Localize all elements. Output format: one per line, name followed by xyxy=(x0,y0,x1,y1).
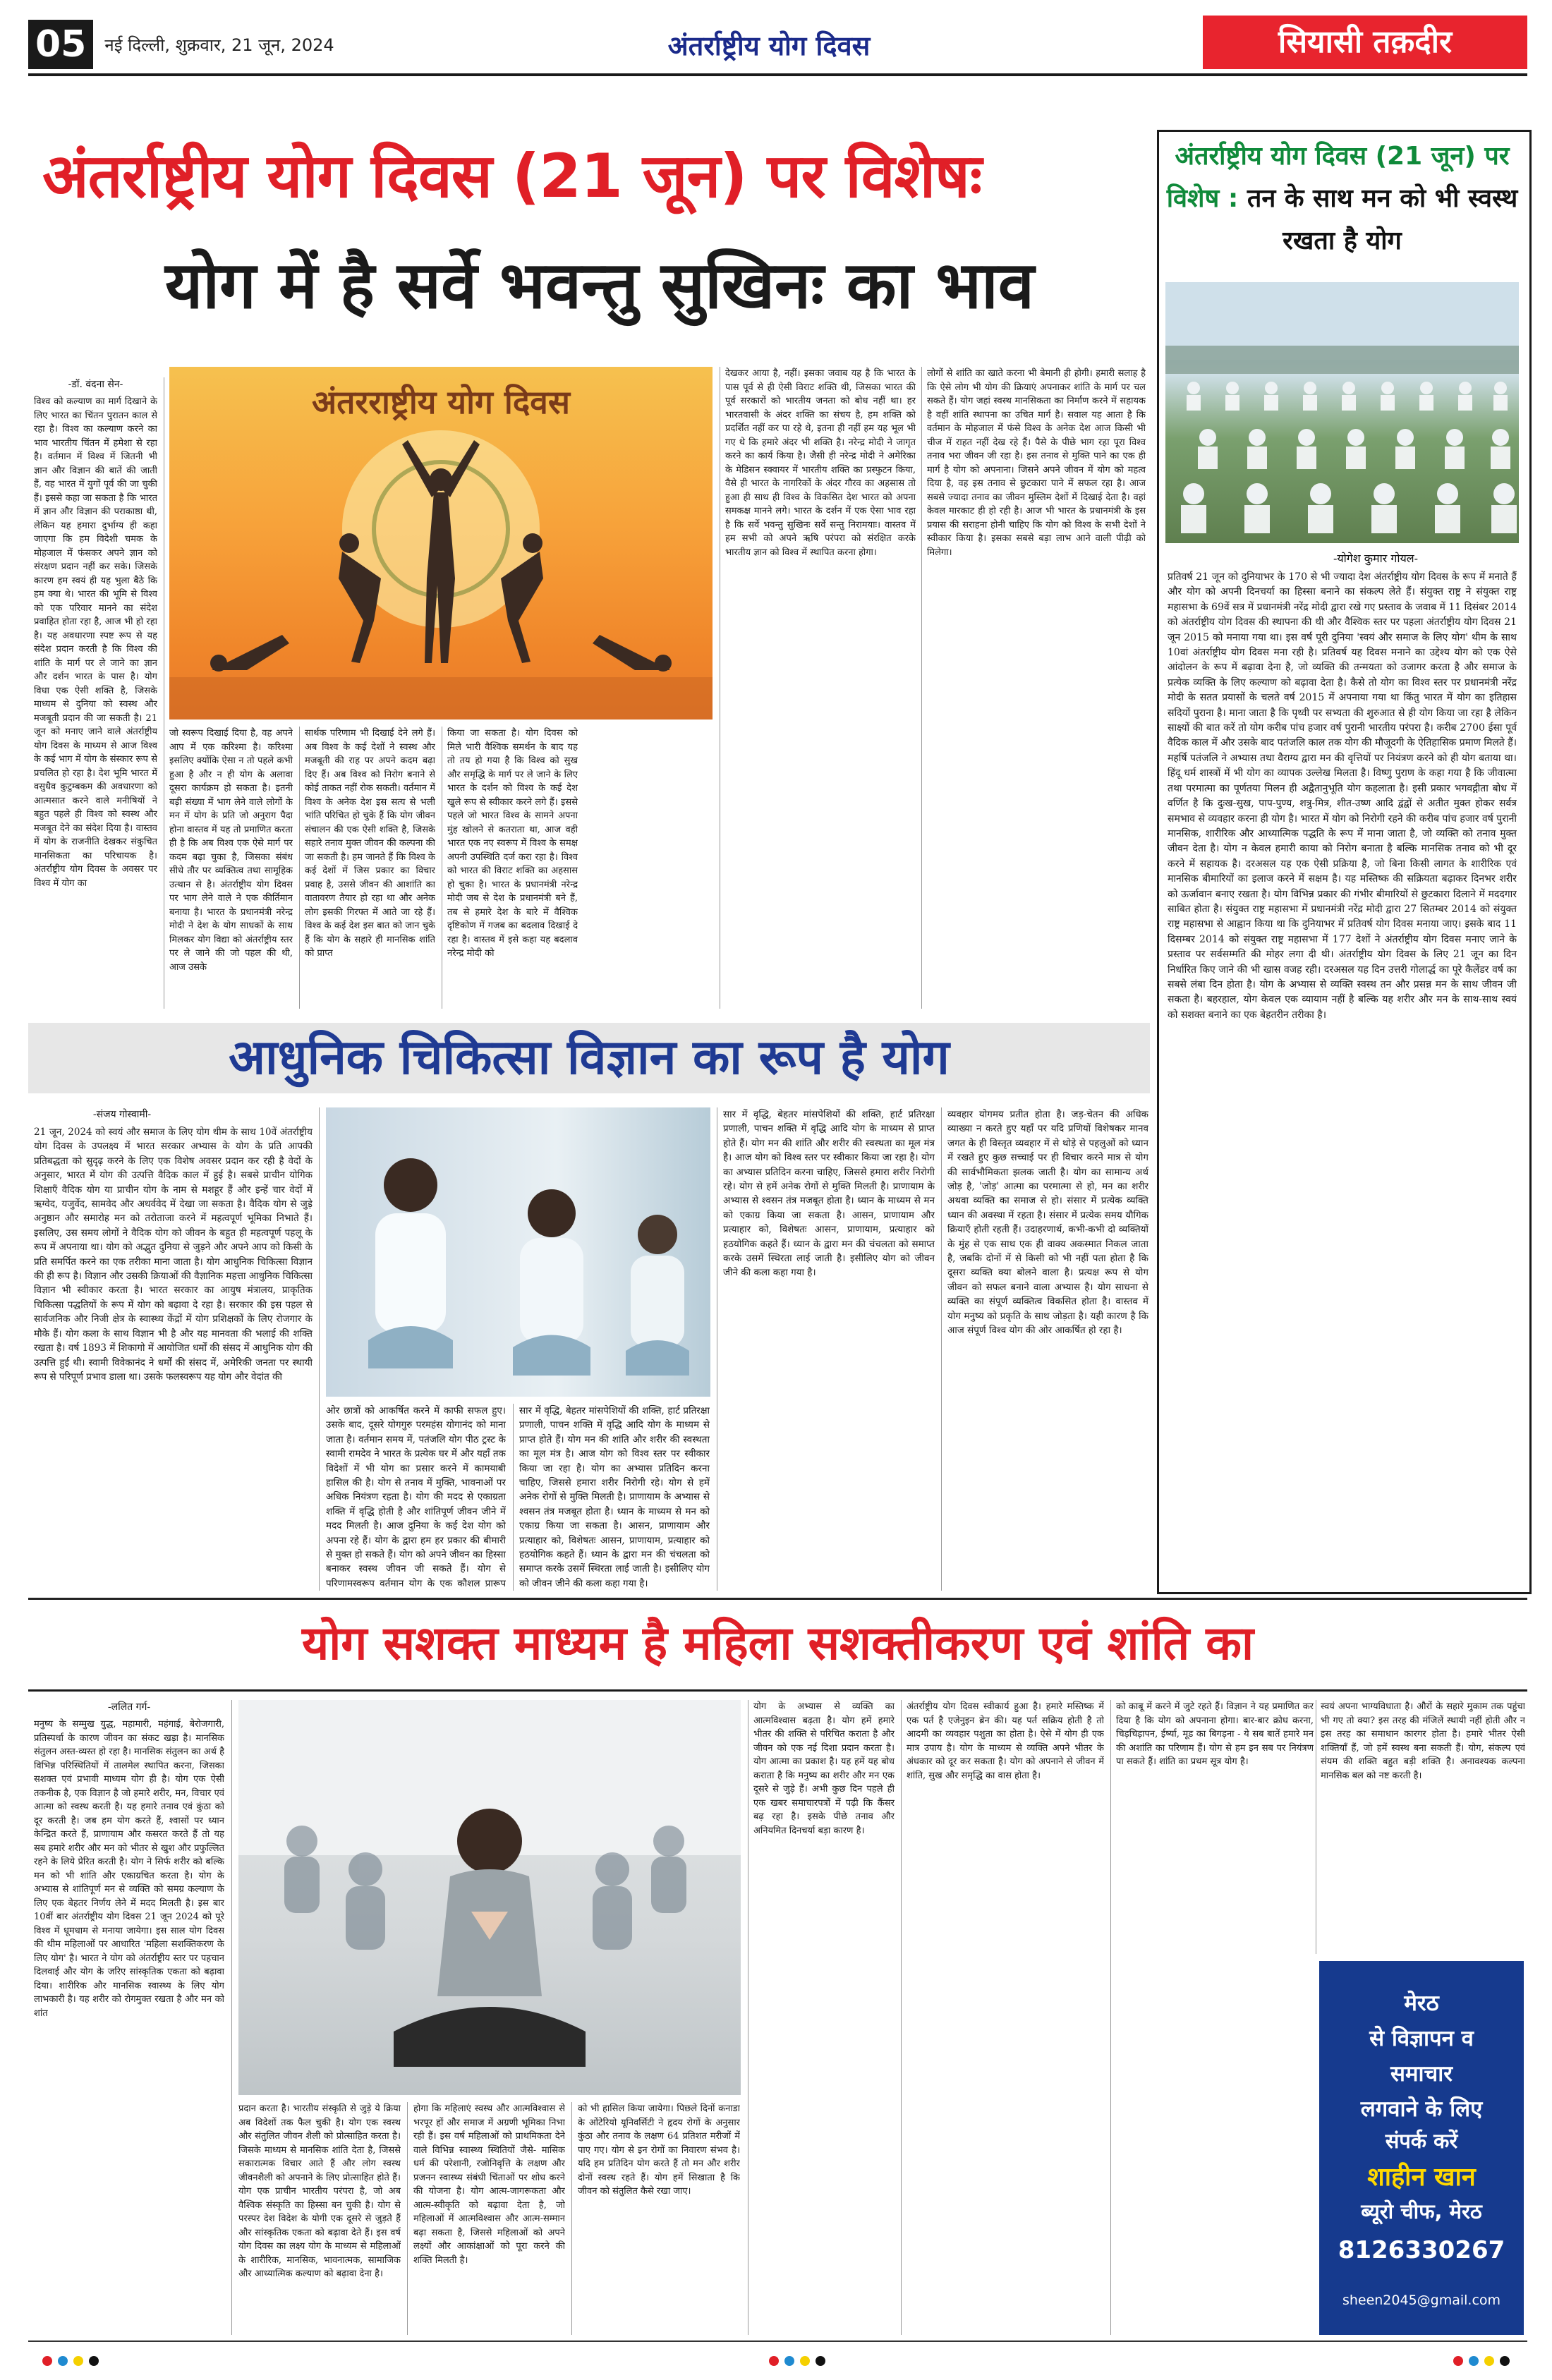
illustration-title: अंतरराष्ट्रीय योग दिवस xyxy=(312,383,570,421)
women-meditation-icon xyxy=(238,1700,741,2095)
article2-column-3: सार में वृद्धि, बेहतर मांसपेशियों की शक्ति, हार्ट प्रतिरक्षा प्रणाली, पाचन शक्ति में वृद्धि आदि योग के माध्यम से प्राप्त होते हैं। योग मन की शांति और शरीर की स्वस्थता का मूल मंत्र है। आज योग को विश्व स्तर पर स्वीकार किया जा रहा है। योग का अभ्यास प्रतिदिन करना चाहिए, जिससे हमारा शरीर निरोगी रहे। योग से हमें अनेक रोगों से मुक्ति मिलती है। प्राणायाम के अभ्यास से श्वसन तंत्र मजबूत होता है। ध्यान के माध्यम से मन को एकाग्र किया जा सकता है। आसन, प्राणायाम और प्रत्याहार को, विशेषतः आसन, प्राणायाम, प्रत्याहार को हठयोगिक कहते हैं। ध्यान के द्वारा मन की चंचलता को समाप्त करके उसमें स्थिरता लाई जाती है। इसीलिए योग को जीवन जीने की कला कहा गया है। xyxy=(519,1405,710,1589)
article3-column-8: स्वयं अपना भाग्यविधाता है। औरों के सहारे मुकाम तक पहुंचा भी गए तो क्या? इस तरह की मंजिलें स्थायी नहीं होती और न इस तरह का समाधान कारगर होता है। हमारे भीतर ऐसी शक्तियाँ हैं, जो हमें स्वस्थ बना सकती हैं। योग, संकल्प एवं संयम की शक्ति बहुत बड़ी शक्ति है। अनावश्यक कल्पना मानसिक बल को नष्ट करती है। xyxy=(1321,1701,1525,1781)
yoga-day-illustration xyxy=(169,367,713,720)
color-registration-dot xyxy=(89,2356,99,2366)
color-registration-dot xyxy=(769,2356,779,2366)
article3-column-1: मनुष्य के सम्मुख युद्ध, महामारी, महंगाई, बेरोजगारी, प्रतिस्पर्धा के कारण जीवन का संकट खड़ा है। मानसिक संतुलन अस्त-व्यस्त हो रहा है। मानसिक संतुलन का अर्थ है विभिन्न परिस्थितियों में तालमेल स्थापित करना, जिसका सशक्त एवं प्रभावी माध्यम योग ही है। योग एक ऐसी तकनीक है, एक विज्ञान है जो हमारे शरीर, मन, विचार एवं आत्मा को स्वस्थ करती है। यह हमारे तनाव एवं कुंठा को दूर करती है। जब हम योग करते हैं, श्वासों पर ध्यान केन्द्रित करते हैं, प्राणायाम और कसरत करते हैं तो यह सब हमारे शरीर और मन को भीतर से खुश और प्रफुल्लित रहने के लिये प्रेरित करती है। योग ने सिर्फ शरीर को बल्कि मन को भी शांति और एकाग्रचित करता है। योग के अभ्यास से शांतिपूर्ण मन से व्यक्ति को समग्र कल्याण के लिए एक बेहतर निर्णय लेने में मदद मिलती है। इस बार 10वीं बार अंतर्राष्ट्रीय योग दिवस 21 जून 2024 को पूरे विश्व में धूमधाम से मनाया जायेगा। इस साल योग दिवस की थीम महिलाओं पर आधारित 'महिला सशक्तिकरण के लिए योग' है। भारत ने योग को अंतर्राष्ट्रीय स्तर पर पहचान दिलवाई और योग के जरिए सांस्कृतिक एकता को बढ़ावा दिया। शारीरिक और मानसिक स्वास्थ्य के लिए योग लाभकारी है। यह शरीर को रोगमुक्त रखता है और मन को शांत xyxy=(34,1719,224,2019)
article3-column-3: होगा कि महिलाएं स्वस्थ और आत्मविश्वास से भरपूर हों और समाज में अग्रणी भूमिका निभा रही हैं। इस वर्ष महिलाओं को प्राथमिकता देने वाले विभिन्न स्वास्थ्य स्थितियों जैसे- मासिक धर्म की परेशानी, रजोनिवृत्ति के लक्षण और प्रजनन स्वास्थ्य संबंधी चिंताओं पर शोध करने की योजना है। योग आत्म-जागरूकता और आत्म-स्वीकृति को बढ़ावा देता है, जो महिलाओं में आत्मविश्वास और आत्म-सम्मान बढ़ा सकता है, जिससे महिलाओं को अपने लक्ष्यों और आकांक्षाओं को पूरा करने की शक्ति मिलती है। xyxy=(413,2103,565,2266)
article1-column-2: जो स्वरूप दिखाई दिया है, वह अपने आप में एक करिश्मा है। करिश्मा इसलिए क्योंकि ऐसा न तो पहले कभी हुआ है और न ही योग के अलावा दूसरा कार्यक्रम हो सकता है। इतनी बड़ी संख्या में भाग लेने वाले लोगों के मन में योग के प्रति जो अनुराग पैदा होना वास्तव में यह तो प्रमाणित करता ही है कि अब विश्व एक ऐसे मार्ग पर कदम बढ़ा चुका है, जिसका संबंध सीधे तौर पर व्यक्तित्व तथा सामूहिक उत्थान से है। अंतर्राष्ट्रीय योग दिवस पर भाग लेने वाले ने एक कीर्तिमान बनाया है। भारत के प्रधानमंत्री नरेन्द्र मोदी ने देश के योग साधकों के साथ मिलकर योग विद्या को अंतर्राष्ट्रीय स्तर पर ले जाने की जो पहल की थी, आज उसके xyxy=(169,728,293,973)
article3-headline: योग सशक्त माध्यम है महिला सशक्तीकरण एवं शांति का xyxy=(301,1616,1254,1670)
article2-column-3b: सार में वृद्धि, बेहतर मांसपेशियों की शक्ति, हार्ट प्रतिरक्षा प्रणाली, पाचन शक्ति में वृद्धि आदि योग के माध्यम से प्राप्त होते हैं। योग मन की शांति और शरीर की स्वस्थता का मूल मंत्र है। आज योग को विश्व स्तर पर स्वीकार किया जा रहा है। योग का अभ्यास प्रतिदिन करना चाहिए, जिससे हमारा शरीर निरोगी रहे। योग से हमें अनेक रोगों से मुक्ति मिलती है। प्राणायाम के अभ्यास से श्वसन तंत्र मजबूत होता है। ध्यान के माध्यम से मन को एकाग्र किया जा सकता है। आसन, प्राणायाम और प्रत्याहार को, विशेषतः आसन, प्राणायाम, प्रत्याहार को हठयोगिक कहते हैं। ध्यान के द्वारा मन की चंचलता को समाप्त करके उसमें स्थिरता लाई जाती है। इसीलिए योग को जीवन जीने की कला कहा गया है। xyxy=(723,1109,935,1279)
issue-date: नई दिल्ली, शुक्रवार, 21 जून, 2024 xyxy=(104,35,334,55)
mass-yoga-photo xyxy=(1165,282,1519,543)
column-divider xyxy=(513,1404,514,1591)
article1-column-1: विश्व को कल्याण का मार्ग दिखाने के लिए भारत का चिंतन पुरातन काल से रहा है। विश्व का कल्याण करने का भाव भारतीय चिंतन में हमेशा से रहा है। वर्तमान में विश्व में जितनी भी ज्ञान और विज्ञान की बातें की जाती हैं, वह भारत में युगों पूर्व की जा चुकी हैं। इससे कहा जा सकता है कि भारत में ज्ञान और विज्ञान की पराकाष्ठा थी, लेकिन यह हमारा दुर्भाग्य ही कहा जाएगा कि हम विदेशी चमक के मोहजाल में फंसकर अपने ज्ञान को संरक्षण प्रदान नहीं कर सके। जिसके कारण हम स्वयं ही यह भुला बैठे कि हम क्या थे। भारत की भूमि से विश्व को एक परिवार मानने का संदेश प्रवाहित होता रहा है, आज भी हो रहा है। यह अवधारणा स्पष्ट रूप से यह संदेश प्रदान करती है कि विश्व की शांति के मार्ग पर ले जाने का ज्ञान और दर्शन भारत के पास है। योग विधा एक ऐसी शक्ति है, जिसके माध्यम से दुनिया को स्वस्थ और मजबूती प्रदान की जा सकती है। 21 जून को मनाए जाने वाले अंतर्राष्ट्रीय योग दिवस के माध्यम से आज विश्व के कई भाग में योग के संस्कार रूप से प्रचलित हो रहा है। देश भूमि भारत में वसुधैव कुटुम्बकम की अवधारणा को आत्मसात करने वाले मनीषियों ने बहुत पहले ही विश्व को स्वस्थ और मजबूत देने का संदेश दिया है। वास्तव में योग के राजनीति देखकर संकुचित मानसिकता का परिचायक है। अंतर्राष्ट्रीय योग दिवस के अवसर पर विश्व में योग का xyxy=(34,396,157,889)
color-registration-dot xyxy=(800,2356,810,2366)
header-rule xyxy=(28,73,1527,76)
color-registration-dot xyxy=(73,2356,83,2366)
article3-column-6: अंतर्राष्ट्रीय योग दिवस स्वीकार्य हुआ है। हमारे मस्तिष्क में एक पर्त है एजेनुइन ब्रेन की। यह पर्त सक्रिय होती है तो आदमी का व्यवहार पशुता का होता है। ऐसे में योग ही एक मात्र उपाय है। योग के माध्यम से व्यक्ति अपने भीतर के अंधकार को दूर कर सकता है। योग को अपनाने से जीवन में शांति, सुख और समृद्धि का वास होता है। xyxy=(907,1701,1104,1781)
ad-contact-role: ब्यूरो चीफ, मेरठ xyxy=(1361,2199,1482,2223)
ad-line-4: लगवाने के लिए xyxy=(1360,2096,1483,2122)
doctors-yoga-photo xyxy=(326,1107,710,1397)
sidebar-byline: -योगेश कुमार गोयल- xyxy=(1333,552,1419,565)
article2-column-4: व्यवहार योगमय प्रतीत होता है। जड़-चेतन की अधिक व्याख्या न करते हुए यहाँ पर यदि प्रणियों विशेषकर मानव जगत के ही विस्तृत व्यवहार में से थोड़े से पहलुओं को ध्यान में रखते हुए कुछ सच्चाई पर ही विचार करने मात्र से योग की सार्वभौमिकता झलक जाती है। योग का सामान्य अर्थ जोड़ है, 'जोड़' आत्मा का परमात्मा से हो, मन का शरीर अथवा व्यक्ति का समाज से हो। संसार में प्रत्येक व्यक्ति ध्यान की अवस्था में रहता है। संसार में प्रत्येक समय यौगिक क्रियाएँ होती रहती हैं। उदाहरणार्थ, कभी-कभी दो व्यक्तियों के मुंह से एक साथ एक ही वाक्य अकस्मात निकल जाता है, जबकि दोनों में से किसी को भी नहीं पता होता है कि दूसरा व्यक्ति क्या बोलने वाला है। प्रत्यक्ष रूप से योग जीवन को सफल बनाने वाला अभ्यास है। योग साधना से व्यक्ति का संपूर्ण व्यक्तित्व विकसित होता है। वास्तव में योग मनुष्य को प्रकृति के साथ जोड़ता है। यही कारण है कि आज संपूर्ण विश्व योग की ओर आकर्षित हो रहा है। xyxy=(947,1109,1148,1337)
article1-headline-line1: अंतर्राष्ट्रीय योग दिवस (21 जून) पर विशेषः xyxy=(42,141,982,212)
sidebar-text: प्रतिवर्ष 21 जून को दुनियाभर के 170 से भी ज्यादा देश अंतर्राष्ट्रीय योग दिवस के रूप में मनाते हैं और योग को अपनी दिनचर्या का हिस्सा बनाने का संकल्प लेते हैं। संयुक्त राष्ट्र ने संयुक्त राष्ट्र महासभा के 69वें सत्र में प्रधानमंत्री नरेंद्र मोदी द्वारा रखे गए प्रस्ताव के जवाब में 11 दिसंबर 2014 को अंतर्राष्ट्रीय योग दिवस की स्थापना की थी और वैश्विक स्तर पर पहला अंतर्राष्ट्रीय योग दिवस 21 जून 2015 को मनाया गया था। इस वर्ष पूरी दुनिया 'स्वयं और समाज के लिए योग' थीम के साथ 10वां अंतर्राष्ट्रीय योग दिवस मना रही है। प्रतिवर्ष यह दिवस मनाने का उद्देश्य योग को एक ऐसे आंदोलन के रूप में बढ़ावा देना है, जो व्यक्ति की तन्मयता को उजागर करता है और समाज के प्रत्येक व्यक्ति के लिए कल्याण को बढ़ावा देता है। कैसे तो योग का विश्व स्तर पर प्रधानमंत्री नरेंद्र मोदी के सतत प्रयासों के चलते वर्ष 2015 में अपनाया गया था किंतु भारत में योग का इतिहास सदियों पुराना है। माना जाता है कि पृथ्वी पर सभ्यता की शुरुआत से ही योग किया जा रहा है लेकिन साक्ष्यों की बात करें तो योग करीब पांच हजार वर्ष पुरानी भारतीय परंपरा है। करीब 2700 ईसा पूर्व वैदिक काल में और उसके बाद पतंजलि काल तक योग की मौजूदगी के ऐतिहासिक प्रमाण मिलते हैं। महर्षि पतंजलि ने अभ्यास तथा वैराग्य द्वारा मन की वृत्तियों पर नियंत्रण करने को ही योग बताया था। हिंदू धर्म शास्त्रों में भी योग का व्यापक उल्लेख मिलता है। विष्णु पुराण के कहा गया है कि जीवात्मा तथा परमात्मा का पूर्णतया मिलन ही अद्वैतानुभूति योग कहलाता है। इसी प्रकार भगवद्गीता बोध में वर्णित है कि दुःख-सुख, पाप-पुण्य, शत्रु-मित्र, शीत-उष्ण आदि द्वंद्वों से अतीत मुक्त होकर सर्वत्र समभाव से व्यवहार करना ही योग है। भारत में योग को निरोगी रहने की करीब पांच हजार वर्ष पुरानी मानसिक, शारीरिक और आध्यात्मिक पद्धति के रूप में माना जाता है, जो व्यक्ति को तनाव मुक्त जीवन देता है। योग न केवल हमारी काया को निरोग बनाता है बल्कि मानसिक तनाव को भी दूर करने में सहायक है। दरअसल यह एक ऐसी प्रक्रिया है, जो बिना किसी लागत के शारीरिक एवं मानसिक बीमारियों का इलाज करने में सक्षम है। यह मस्तिष्क की सक्रियता बढ़ाकर दिनभर शरीर को ऊर्जावान बनाए रखता है। योग विभिन्न प्रकार की गंभीर बीमारियों से छुटकारा दिलाने में मददगार साबित होता है। संयुक्त राष्ट्र महासभा में प्रधानमंत्री नरेंद्र मोदी द्वारा 27 सितम्बर 2014 को संयुक्त राष्ट्र महासभा से आह्वान किया था कि दुनियाभर में प्रतिवर्ष योग दिवस मनाया जाए। इसके बाद 11 दिसम्बर 2014 को संयुक्त राष्ट्र महासभा में 177 देशों ने अंतर्राष्ट्रीय योग दिवस मनाए जाने के प्रस्ताव पर सर्वसम्मति की मोहर लगा दी थी। अंतर्राष्ट्रीय योग दिवस के लिए 21 जून का दिन निर्धारित किए जाने की भी खास वजह रही। दरअसल यह दिन उत्तरी गोलार्द्ध का पूरे कैलेंडर वर्ष का सबसे लंबा दिन होता है। योग के अभ्यास से व्यक्ति स्वस्थ तन और प्रसन्न मन के साथ जीवन जी सकता है। बहरहाल, योग केवल एक व्यायाम नहीं है बल्कि यह शरीर और मन के साथ-साथ स्वयं को सशक्त बनाने का एक बेहतरीन तरीका है। xyxy=(1168,571,1517,1021)
column-divider xyxy=(571,2102,572,2335)
article2-byline: -संजय गोस्वामी- xyxy=(92,1109,152,1120)
women-yoga-class-photo xyxy=(238,1700,741,2095)
sidebar-title-part2: तन के साथ मन को भी स्वस्थ रखता है योग xyxy=(1247,184,1518,255)
article2-column-2: ओर छात्रों को आकर्षित करने में काफी सफल हुए। उसके बाद, दूसरे योगगुरु परमहंस योगानंद को माना जाता है। वर्तमान समय में, पतंजलि योग पीठ ट्रस्ट के स्वामी रामदेव ने भारत के प्रत्येक घर में और यहाँ तक विदेशों में भी योग का प्रसार करने में कामयाबी हासिल की है। योग से तनाव में मुक्ति, भावनाओं पर अधिक नियंत्रण रहता है। योग की मदद से एकाग्रता शक्ति में वृद्धि होती है और शांतिपूर्ण जीवन जीने में मदद मिलती है। आज दुनिया के कई देश योग को अपना रहे हैं। योग के द्वारा हम हर प्रकार की बीमारी से मुक्त हो सकते हैं। योग को अपने जीवन का हिस्सा बनाकर स्वस्थ जीवन जी सकते हैं। योग से परिणामस्वरूप वर्तमान योग के एक कौशल प्रारूप xyxy=(326,1405,506,1589)
article3-headline-rule xyxy=(28,1689,1527,1692)
ad-line-5: संपर्क करें xyxy=(1385,2129,1458,2153)
masthead-left xyxy=(28,20,451,69)
crowd-yoga-icon xyxy=(1165,282,1519,543)
ad-contact-email: sheen2045@gmail.com xyxy=(1342,2293,1501,2308)
section-rule xyxy=(28,1598,1527,1600)
sidebar-title xyxy=(1164,135,1520,262)
color-registration-dot xyxy=(42,2356,52,2366)
ad-line-1: मेरठ xyxy=(1404,1991,1439,2016)
ad-contact-phone: 8126330267 xyxy=(1338,2236,1505,2264)
sidebar-title-part1: अंतर्राष्ट्रीय योग दिवस (21 जून) पर विशेष : xyxy=(1166,142,1510,213)
ad-contact-name: शाहीन खान xyxy=(1367,2163,1476,2192)
article1-column-3: सार्थक परिणाम भी दिखाई देने लगे हैं। अब विश्व के कई देशों ने स्वस्थ और मजबूती की राह पर अपने कदम बढ़ा दिए हैं। अब विश्व को निरोग बनाने से कोई ताकत नहीं रोक सकती। वर्तमान में विश्व के अनेक देश इस सत्य से भली भांति परिचित हो चुके हैं कि योग जीवन संचालन की एक ऐसी शक्ति है, जिसके सहारे तनाव मुक्त जीवन की कल्पना की जा सकती है। हम जानते हैं कि विश्व के कई देशों में जिस प्रकार का विचार प्रवाह है, उससे जीवन की आशांति का वातावरण तैयार हो रहा था और अनेक लोग इसकी गिरफ्त में आते जा रहे हैं। विश्व के कई देश इस बात को जान चुके हैं कि योग के सहारे ही मानसिक शांति को प्राप्त xyxy=(305,728,435,959)
article2-column-1: 21 जून, 2024 को स्वयं और समाज के लिए योग थीम के साथ 10वें अंतर्राष्ट्रीय योग दिवस के उपलक्ष्य में भारत सरकार अभ्यास के योग के प्रति आपकी प्रतिबद्धता को सुदृढ़ करने के लिए एक विशेष अवसर प्रदान कर रही है वेदों के अनुसार, भारत में योग की उत्पत्ति वैदिक काल में हुई है। सबसे प्राचीन योगिक शिक्षाएँ वैदिक योग या प्राचीन योग के नाम से मशहूर हैं और इन्हें चार वेदों में ऋग्वेद, यजुर्वेद, सामवेद और अथर्ववेद में देखा जा सकता है। वैदिक योग से जुड़े अनुष्ठान और समारोह मन को तरोताजा करने में महत्वपूर्ण भूमिका निभाते हैं। इसलिए, उस समय लोगों ने वैदिक योग को जीवन के बहुत ही महत्वपूर्ण पहलू के रूप में अपनाया था। योग को अद्भुत दुनिया से जुड़ने और अपने आप को किसी के प्रति समर्पित करने का एक तरीका माना जाता है। योग आधुनिक चिकित्सा विज्ञान की ही रूप है। विज्ञान और उसकी क्रियाओं की वैज्ञानिक महत्ता आधुनिक चिकित्सा विज्ञान भी स्वीकार करता है। भारत सरकार का आयुष मंत्रालय, प्राकृतिक चिकित्सा पद्धतियों के रूप में योग को बढ़ावा दे रहा है। सरकार की इस पहल से सार्वजनिक और निजी क्षेत्र के स्वास्थ्य केंद्रों में योग प्रशिक्षकों के लिए रोजगार के मौके हैं। योग कला के साथ विज्ञान भी है और यह मानवता की भलाई की शक्ति रखता है। वर्ष 1893 में शिकागो में आयोजित धर्मों की संसद में आधुनिक योग की उत्पत्ति हुई थी। स्वामी विवेकानंद ने धर्मों की संसद में, अमेरिकी जनता पर स्थायी रूप से परिपूर्ण प्रभाव डाला था। उसके फलस्वरूप यह योग और वेदांत की xyxy=(34,1127,313,1383)
column-divider xyxy=(921,367,922,1009)
section-title: अंतर्राष्ट्रीय योग दिवस xyxy=(667,30,871,61)
doctors-meditating-icon xyxy=(326,1107,710,1397)
article1-column-5: देखकर आया है, नहीं। इसका जवाब यह है कि भारत के पास पूर्व से ही ऐसी विराट शक्ति थी, जिसका भारत की पूर्व सरकारों को भारतीय जनता को बोध नहीं था। हर भारतवासी के अंदर शक्ति का संचय है, हम शक्ति को प्रदर्शित नहीं कर पा रहे थे, इतना ही नहीं हम यह भूल भी गए थे कि हमारे अंदर भी शक्ति है। नरेन्द्र मोदी ने जागृत करने का कार्य किया है। जैसी ही नरेन्द्र मोदी ने अमेरिका के मेडिसन स्क्वायर में भारतीय शक्ति का प्रस्फुटन किया, वैसे ही भारत के नागरिकों के अंदर गौरव का अहसास तो हुआ ही साथ ही विश्व के विकसित देश भारत को अपना समकक्ष मानने लगे। भारत के दर्शन में एक ऐसा भाव रहा है कि सर्वे भवन्तु सुखिनः सर्वे सन्तु निरामयाः। वास्तव में हम सभी को अपने ऋषि परंपरा को संरक्षित करके भारतीय ज्ञान को विश्व में स्थापित करना होगा। xyxy=(725,368,916,558)
article3-column-7: को काबू में करने में जुटे रहते हैं। विज्ञान ने यह प्रमाणित कर दिया है कि योग को अपनाना होगा। बार-बार क्रोध करना, चिड़चिड़ापन, ईर्ष्या, मूड का बिगड़ना - ये सब बातें हमारे मन की अशांति का परिणाम हैं। योग से हम इन सब पर नियंत्रण पा सकते हैं। शांति का प्रथम सूत्र योग है। xyxy=(1116,1701,1314,1767)
article1-column-4: किया जा सकता है। योग दिवस को मिले भारी वैश्विक समर्थन के बाद यह तो तय हो गया है कि विश्व को सुख और समृद्धि के मार्ग पर ले जाने के लिए भारत के दर्शन को विश्व के कई देश खुले रूप से स्वीकार करने लगे हैं। इससे पहले जो भारत विश्व के सामने अपना मुंह खोलने से कतराता था, आज वही भारत एक नए स्वरूप में विश्व के समक्ष अपनी उपस्थिति दर्ज करा रहा है। विश्व को भारत की विराट शक्ति का अहसास हो चुका है। भारत के प्रधानमंत्री नरेन्द्र मोदी जब से देश के प्रधानमंत्री बने हैं, तब से हमारे देश के बारे में वैश्विक दृष्टिकोण में गजब का बदलाव दिखाई दे रहा है। वास्तव में इसे कहा यह बदलाव नरेन्द्र मोदी को xyxy=(447,728,578,959)
article3-column-4: को भी हासिल किया जायेगा। पिछले दिनों कनाडा के ओंटेरियो यूनिवर्सिटी ने हृदय रोगों के अनुसार कुंठा और तनाव के लक्षण 64 प्रतिशत मरीजों में पाए गए। योग से इन रोगों का निवारण संभव है। यदि हम प्रतिदिन योग करते हैं तो मन और शरीर दोनों स्वस्थ रहते हैं। योग हमें सिखाता है कि जीवन को संतुलित कैसे रखा जाए। xyxy=(578,2103,740,2197)
advertisement-text xyxy=(1326,1986,1517,2127)
color-registration-dot xyxy=(1453,2356,1463,2366)
column-divider xyxy=(299,727,300,1009)
color-registration-dot xyxy=(58,2356,68,2366)
color-registration-dot xyxy=(1469,2356,1479,2366)
column-divider xyxy=(1110,1700,1111,2335)
ad-line-2: से विज्ञापन व xyxy=(1369,2026,1474,2051)
article1-headline-line2: योग में है सर्वे भवन्तु सुखिनः का भाव xyxy=(164,248,1035,323)
article3-column-5: योग के अभ्यास से व्यक्ति का आत्मविश्वास बढ़ता है। योग हमें हमारे भीतर की शक्ति से परिचित कराता है और जीवन को एक नई दिशा प्रदान करता है। योग आत्मा का प्रकाश है। यह हमें यह बोध कराता है कि मनुष्य का शरीर और मन एक दूसरे से जुड़े हैं। अभी कुछ दिन पहले ही एक खबर समाचारपत्रों में पढ़ी कि कैंसर बढ़ रहा है। इसके पीछे तनाव और अनियमित दिनचर्या बड़ा कारण है। xyxy=(753,1701,895,1836)
article2-headline: आधुनिक चिकित्सा विज्ञान का रूप है योग xyxy=(229,1030,950,1086)
color-registration-dot xyxy=(1484,2356,1494,2366)
color-registration-dot xyxy=(816,2356,825,2366)
article1-byline: -डॉ. वंदना सेन- xyxy=(68,379,123,390)
column-divider xyxy=(319,1107,320,1591)
column-divider xyxy=(901,1700,902,2335)
brand-banner: सियासी तक़दीर xyxy=(1203,16,1527,69)
column-divider xyxy=(941,1107,942,1591)
ad-line-3: समाचार xyxy=(1390,2061,1453,2087)
color-registration-dot xyxy=(784,2356,794,2366)
page-number: 05 xyxy=(28,20,93,69)
column-divider xyxy=(231,1700,232,2335)
footer-rule xyxy=(28,2340,1527,2342)
color-registration-dot xyxy=(1500,2356,1510,2366)
article3-column-2: प्रदान करता है। भारतीय संस्कृति से जुड़े ये क्रिया अब विदेशों तक फैल चुकी है। योग एक स्वस्थ और संतुलित जीवन शैली को प्रोत्साहित करता है। जिसके माध्यम से मानसिक शांति देता है, जिससे सकारात्मक विचार आते हैं और लोग स्वस्थ जीवनशैली को अपनाने के लिए प्रोत्साहित होते हैं। योग एक प्राचीन भारतीय परंपरा है, जो अब वैश्विक संस्कृति का हिस्सा बन चुकी है। योग से परस्पर देश विदेश के योगी एक दूसरे से जुड़ते हैं और सांस्कृतिक एकता को बढ़ावा देते हैं। इस वर्ष योग दिवस का लक्ष्य योग के माध्यम से महिलाओं के शारीरिक, मानसिक, भावनात्मक, सामाजिक और आध्यात्मिक कल्याण को बढ़ावा देना है। xyxy=(238,2103,401,2279)
article3-byline: -ललित गर्ग- xyxy=(107,1701,151,1713)
article1-column-6: लोगों से शांति का खाते करना भी बेमानी ही होगी। हमारी सलाह है कि ऐसे लोग भी योग की क्रियाएं अपनाकर शांति के मार्ग पर चल सकते हैं। योग जहां स्वस्थ मानसिकता का निर्माण करने में सहायक है वहीं शांति स्थापना का उचित मार्ग है। सवाल यह आता है कि वर्तमान के मोहजाल में फंसे विश्व के अनेक देश आज किसी भी चीज में राहत नहीं देख रहे हैं। पैसे के पीछे भाग रहा पूरा विश्व तनाव भरा जीवन जी रहा है। इस तनाव से मुक्ति पाने का एक ही मार्ग है योग को अपनाना। जिसने अपने जीवन में योग को महत्व दिया है, वह इस तनाव से छुटकारा पाने में सफल रहा है। आज सबसे ज्यादा तनाव का जीवन मुस्लिम देशों में दिखाई देता है। वहां केवल मारकाट ही हो रही है। आज भी भारत के प्रधानमंत्री के इस प्रयास की सराहना होनी चाहिए कि योग को विश्व के सभी देशों ने स्वीकार किया है। इसका सबसे बड़ा लाभ आने वाली पीढ़ी को मिलेगा। xyxy=(927,368,1146,558)
column-divider xyxy=(407,2102,408,2335)
